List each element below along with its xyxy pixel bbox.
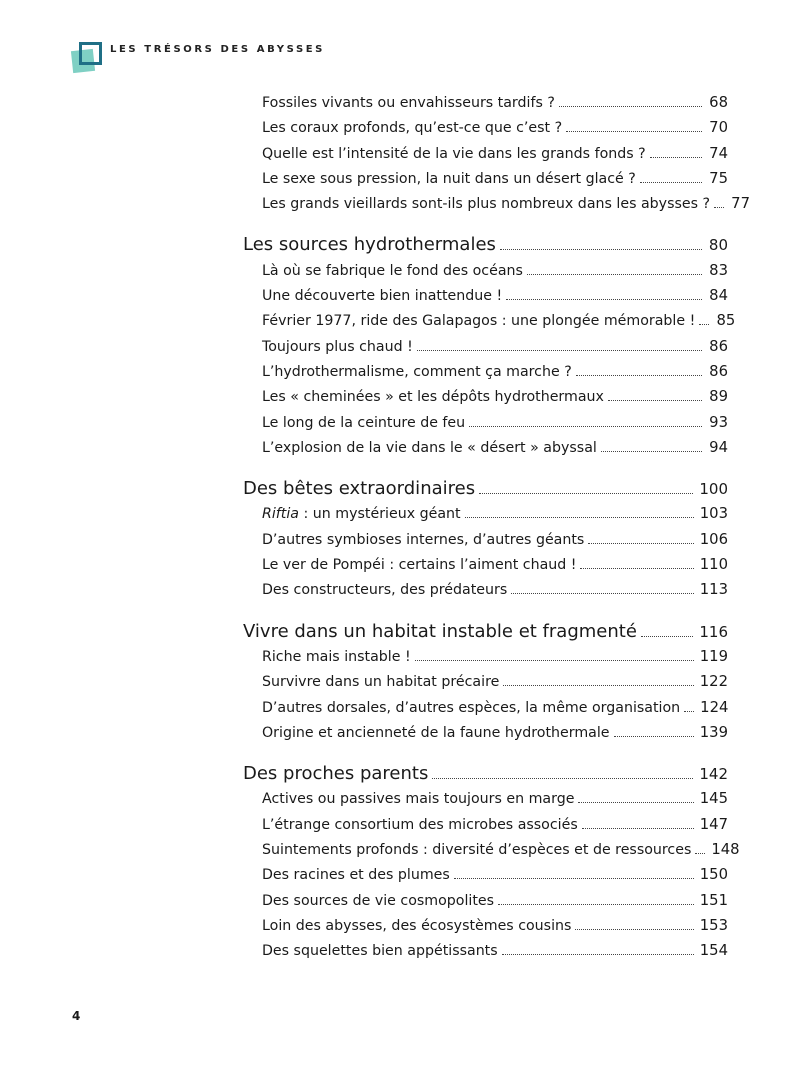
dot-leader	[511, 593, 694, 594]
toc-section	[243, 761, 740, 963]
toc-chapter-heading	[243, 761, 728, 786]
entry-page: 85	[716, 312, 736, 330]
entry-page: 153	[699, 916, 728, 934]
toc-entry	[243, 669, 728, 694]
entry-title	[262, 670, 503, 695]
entry-page: 86	[709, 337, 728, 355]
dot-leader	[479, 493, 693, 494]
toc-entry	[243, 359, 728, 384]
entry-title	[262, 284, 506, 309]
entry-title	[262, 192, 714, 217]
dot-leader	[417, 350, 702, 351]
dot-leader	[500, 249, 702, 250]
toc-entry	[243, 308, 736, 333]
entry-page: 94	[709, 438, 728, 456]
dot-leader	[650, 157, 702, 158]
entry-page: 145	[699, 790, 728, 808]
dot-leader	[432, 778, 693, 779]
toc-chapter-heading	[243, 232, 728, 257]
entry-title	[262, 116, 566, 141]
toc-section	[243, 90, 751, 216]
entry-title	[262, 142, 650, 167]
entry-title	[262, 360, 576, 385]
toc-chapter-heading	[243, 476, 728, 501]
entry-title-text: Le long de la ceinture de feu	[262, 414, 466, 431]
entry-title-text: Février 1977, ride des Galapagos : une plongée mémorable !	[262, 313, 696, 330]
dot-leader	[566, 131, 702, 132]
entry-page: 119	[699, 647, 728, 665]
entry-title-text: Là où se fabrique le fond des océans	[262, 262, 523, 279]
toc-section	[243, 476, 728, 602]
entry-title-text: L’explosion de la vie dans le « désert » abyssal	[262, 439, 597, 456]
entry-title-text: D’autres dorsales, d’autres espèces, la même organisation	[262, 699, 681, 716]
entry-title	[243, 619, 641, 644]
entry-title-text: Vivre dans un habitat instable et fragmenté	[243, 620, 637, 642]
entry-title-text: Des proches parents	[243, 763, 429, 785]
entry-page: 116	[699, 622, 728, 641]
entry-title	[262, 528, 588, 553]
dot-leader	[699, 324, 709, 325]
entry-page: 86	[709, 362, 728, 380]
entry-title-text: Riche mais instable !	[262, 648, 411, 665]
entry-title	[262, 385, 608, 410]
table-of-contents	[243, 90, 751, 980]
toc-entry	[243, 90, 728, 115]
dot-leader	[465, 517, 694, 518]
entry-title	[262, 259, 527, 284]
entry-page: 89	[709, 388, 728, 406]
toc-entry	[243, 283, 728, 308]
entry-title-text: D’autres symbioses internes, d’autres géants	[262, 531, 585, 548]
entry-title	[262, 787, 578, 812]
dot-leader	[503, 685, 693, 686]
entry-page: 147	[699, 815, 728, 833]
entry-title-text: L’hydrothermalisme, comment ça marche ?	[262, 363, 572, 380]
entry-title-text: Le ver de Pompéi : certains l’aiment chaud !	[262, 557, 577, 574]
dot-leader	[614, 736, 694, 737]
entry-page: 154	[699, 942, 728, 960]
dot-leader	[582, 828, 694, 829]
entry-page: 113	[699, 581, 728, 599]
entry-page: 150	[699, 866, 728, 884]
entry-title-text: Des racines et des plumes	[262, 867, 450, 884]
entry-title-italic: Riftia	[262, 506, 299, 523]
entry-title	[262, 91, 559, 116]
entry-page: 148	[711, 841, 740, 859]
entry-title	[262, 813, 582, 838]
toc-entry	[243, 862, 728, 887]
entry-title	[262, 411, 469, 436]
dot-leader	[714, 207, 724, 208]
dot-leader	[601, 451, 702, 452]
entry-title-text: Une découverte bien inattendue !	[262, 288, 503, 305]
dot-leader	[527, 274, 702, 275]
entry-page: 93	[709, 413, 728, 431]
toc-entry	[243, 435, 728, 460]
entry-title-text: Des sources de vie cosmopolites	[262, 892, 495, 909]
entry-title	[262, 838, 695, 863]
toc-entry	[243, 720, 728, 745]
entry-page: 75	[709, 169, 728, 187]
entry-page: 100	[699, 480, 728, 499]
toc-entry	[243, 938, 728, 963]
toc-entry	[243, 695, 728, 720]
dot-leader	[580, 568, 693, 569]
dot-leader	[578, 802, 693, 803]
entry-page: 77	[731, 195, 751, 213]
entry-title-text: L’étrange consortium des microbes associés	[262, 816, 578, 833]
dot-leader	[684, 711, 694, 712]
toc-entry	[243, 888, 728, 913]
entry-title	[243, 476, 479, 501]
dot-leader	[695, 853, 705, 854]
toc-entry	[243, 786, 728, 811]
entry-title-text: Fossiles vivants ou envahisseurs tardifs ?	[262, 95, 555, 111]
toc-entry	[243, 501, 728, 526]
entry-page: 83	[709, 261, 728, 279]
dot-leader	[469, 426, 702, 427]
entry-title-text: Suintements profonds : diversité d’espèces et de ressources	[262, 842, 692, 859]
entry-title	[262, 939, 502, 964]
entry-title	[262, 436, 601, 461]
entry-title	[262, 889, 498, 914]
entry-title	[262, 645, 415, 670]
toc-entry	[243, 644, 728, 669]
entry-title-text: Les grands vieillards sont-ils plus nombreux dans les abysses ?	[262, 196, 711, 213]
toc-entry	[243, 410, 728, 435]
entry-page: 80	[708, 236, 728, 255]
dot-leader	[576, 375, 702, 376]
entry-title	[262, 335, 417, 360]
dot-leader	[498, 904, 694, 905]
toc-entry	[243, 191, 751, 216]
entry-title-text: Origine et ancienneté de la faune hydrothermale	[262, 724, 610, 741]
entry-page: 110	[699, 556, 728, 574]
entry-title-text: Survivre dans un habitat précaire	[262, 674, 500, 691]
toc-entry	[243, 115, 728, 140]
entry-title-text: Des bêtes extraordinaires	[243, 478, 476, 500]
entry-title	[262, 721, 614, 746]
dot-leader	[559, 106, 702, 107]
entry-title-text: Quelle est l’intensité de la vie dans les grands fonds ?	[262, 145, 646, 162]
logo-square-outline	[79, 42, 102, 65]
entry-page: 122	[699, 673, 728, 691]
toc-entry	[243, 141, 728, 166]
entry-title-text: Des constructeurs, des prédateurs	[262, 582, 508, 599]
toc-section	[243, 232, 736, 460]
entry-page: 103	[699, 505, 728, 523]
toc-entry	[243, 577, 728, 602]
entry-page: 151	[699, 891, 728, 909]
entry-title	[262, 167, 640, 192]
dot-leader	[641, 636, 693, 637]
dot-leader	[415, 660, 694, 661]
entry-title-text: Actives ou passives mais toujours en marge	[262, 791, 575, 808]
entry-title	[243, 761, 432, 786]
dot-leader	[588, 543, 693, 544]
entry-title-text: Des squelettes bien appétissants	[262, 943, 498, 960]
book-logo	[72, 40, 104, 72]
entry-title	[262, 553, 580, 578]
entry-page: 142	[699, 765, 728, 784]
entry-title-text: Les coraux profonds, qu’est-ce que c’est ?	[262, 120, 563, 137]
toc-entry	[243, 334, 728, 359]
entry-title-text: : un mystérieux géant	[299, 506, 461, 523]
entry-title-text: Toujours plus chaud !	[262, 338, 413, 355]
entry-page: 74	[709, 144, 728, 162]
entry-title	[262, 863, 454, 888]
entry-page: 84	[709, 287, 728, 305]
entry-title	[262, 696, 684, 721]
toc-entry	[243, 527, 728, 552]
toc-entry	[243, 384, 728, 409]
entry-title	[262, 578, 511, 603]
page-number: 4	[72, 1009, 81, 1023]
dot-leader	[575, 929, 693, 930]
entry-page: 124	[700, 698, 729, 716]
toc-section	[243, 619, 728, 745]
dot-leader	[608, 400, 702, 401]
dot-leader	[454, 878, 694, 879]
entry-title	[262, 914, 575, 939]
entry-page: 139	[699, 723, 728, 741]
toc-entry	[243, 258, 728, 283]
entry-page: 70	[709, 119, 728, 137]
entry-title-text: Le sexe sous pression, la nuit dans un désert glacé ?	[262, 170, 636, 187]
toc-entry	[243, 812, 728, 837]
toc-entry	[243, 913, 728, 938]
entry-title	[262, 502, 465, 527]
dot-leader	[640, 182, 702, 183]
entry-title-text: Les sources hydrothermales	[243, 234, 496, 256]
entry-title	[243, 232, 500, 257]
dot-leader	[502, 954, 694, 955]
toc-chapter-heading	[243, 619, 728, 644]
toc-entry	[243, 166, 728, 191]
entry-page: 68	[709, 94, 728, 111]
toc-entry	[243, 837, 740, 862]
entry-title	[262, 309, 699, 334]
entry-title-text: Les « cheminées » et les dépôts hydrothermaux	[262, 389, 604, 406]
running-title: LES TRÉSORS DES ABYSSES	[110, 44, 325, 55]
entry-page: 106	[699, 530, 728, 548]
dot-leader	[506, 299, 702, 300]
toc-entry	[243, 552, 728, 577]
entry-title-text: Loin des abysses, des écosystèmes cousins	[262, 917, 572, 934]
